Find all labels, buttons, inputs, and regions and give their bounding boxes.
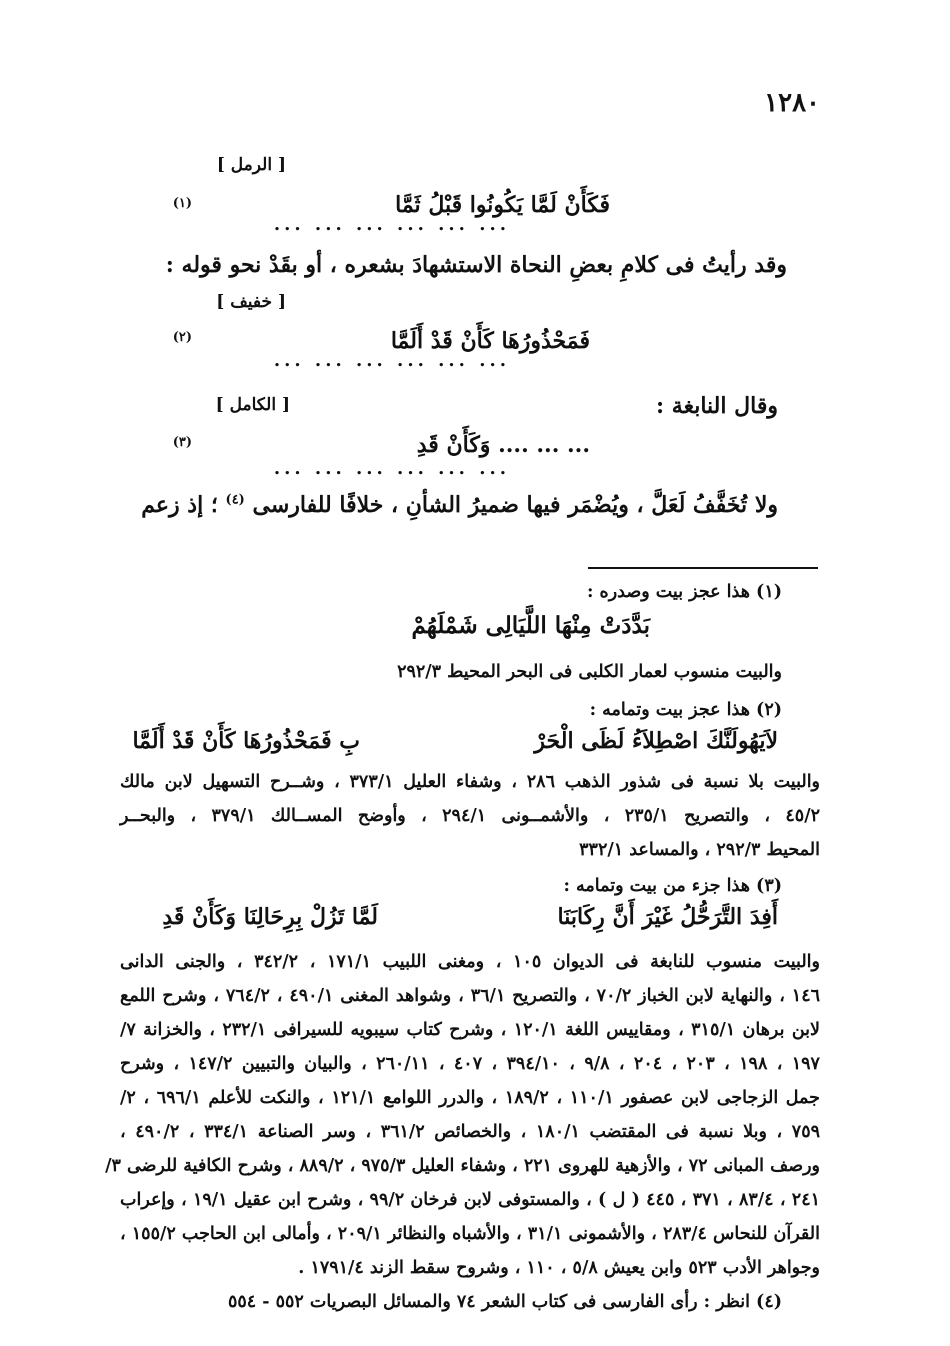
meter-label-khafif: [ خفيف ] [216, 292, 286, 312]
footnote-3-source-line: جمل الزجاجى لابن عصفور ١١٠/١ ، ١٨٩/٢ ، والدرر اللوامع ١٢١/١ ، والنكت للأعلم ٦٩٦/١ ، ٢/ [120, 1088, 820, 1108]
body-line-2: وقال النابغة : [656, 393, 778, 419]
body-line-3-end: ؛ إذ زعم [141, 492, 218, 518]
footnote-separator [588, 567, 818, 569]
footnote-ref-2: (٢) [172, 330, 192, 345]
body-line-3 [141, 492, 778, 518]
meter-label-kamil: [ الكامل ] [215, 395, 290, 415]
footnote-3-source-line: ورصف المبانى ٧٢ ، والأزهية للهروى ٢٢١ ، وشفاء العليل ٩٧٥/٣ ، ٨٨٩/٢ ، وشرح الكافية للرضى ٣/ [105, 1156, 820, 1176]
footnote-3-intro: (٣) هذا جزء من بيت وتمامه : [563, 876, 782, 896]
footnote-1-intro: (١) هذا عجز بيت وصدره : [586, 582, 782, 602]
footnote-3-source-line: ١٤٦ ، والنهاية لابن الخباز ٧٠/٢ ، والتصريح ٣٦/١ ، وشواهد المغنى ٤٩٠/١ ، ٧٦٤/٢ ، وشرح اللمع [120, 986, 820, 1006]
footnote-3-verse-second-half: لَمَّا تَزُلْ بِرِحَالِنَا وَكَأَنْ قَدِ [162, 904, 378, 930]
meter-label-ramal: [ الرمل ] [216, 155, 286, 175]
verse-line-3: ... ... .... وَكَأَنْ قَدِ [416, 432, 590, 458]
footnote-3-source-line: وجواهر الأدب ٥٢٣ وابن يعيش ٥/٨ ، ١١٠ ، وشروح سقط الزند ١٧٩١/٤ . [298, 1258, 820, 1278]
verse-1-text: فَكَأَنْ لَمَّا يَكُونُوا قَبْلُ ثَمَّا [395, 192, 610, 218]
verse-line-2: فَمَحْذُورُهَا كَأَنْ قَدْ أَلَمَّا [390, 328, 590, 354]
footnote-3-source-line: لابن برهان ٣١٥/١ ، ومقاييس اللغة ١٢٠/١ ، وشرح كتاب سيبويه للسيرافى ٢٣٢/١ ، والخزانة ٧/ [120, 1020, 821, 1040]
verse-3-ellipsis: ... ... ... ... ... ... [273, 458, 510, 479]
footnote-2-verse-first-half: لاَيَهُولَنَّكَ اصْطِلاَءُ لَظَى الْحَرْ [534, 728, 778, 754]
footnote-3-verse-first-half: أَفِدَ التَّرَحُّلُ غَيْرَ أَنَّ رِكَابَنَا [557, 904, 778, 930]
footnote-3-source-line: ٢٤١ ، ٨٣/٤ ، ٣٧١ ، ٤٤٥ ( ل ) ، والمستوفى لابن فرخان ٩٩/٢ ، وشرح ابن عقيل ١٩/١ ، وإعراب [120, 1190, 820, 1210]
verse-2-ellipsis: ... ... ... ... ... ... [273, 350, 510, 371]
footnote-4: (٤) انظر : رأى الفارسى فى كتاب الشعر ٧٤ والمسائل البصريات ٥٥٢ - ٥٥٤ [227, 1292, 782, 1312]
footnote-ref-1: (١) [172, 196, 192, 211]
footnote-2-source-line: ٤٥/٢ ، والتصريح ٢٣٥/١ ، والأشمــونى ٢٩٤/١ ، وأوضح المســالك ٣٧٩/١ ، والبحــر [120, 806, 820, 826]
footnote-ref-4: (٤) [225, 492, 245, 508]
footnote-2-source-line: والبيت بلا نسبة فى شذور الذهب ٢٨٦ ، وشفاء العليل ٣٧٣/١ ، وشــرح التسهيل لابن مالك [120, 772, 821, 792]
footnote-2-source-line: المحيط ٢٩٢/٣ ، والمساعد ٣٣٢/١ [579, 840, 820, 860]
page-number: ١٢٨٠ [764, 88, 820, 118]
footnote-ref-3: (٣) [172, 435, 192, 450]
footnote-1-verse: بَدَّدَتْ مِنْهَا اللَّيَالِى شَمْلَهُمْ [411, 612, 650, 639]
body-line-1: وقد رأيتُ فى كلامِ بعضِ النحاة الاستشهادَ بشعره ، أو بقَدْ نحو قوله : [165, 252, 787, 278]
footnote-3-source-line: القرآن للنحاس ٢٨٣/٤ ، والأشمونى ٣١/١ ، والأشباه والنظائر ٢٠٩/١ ، وأمالى ابن الحاجب ١٥٥/٢ ، [120, 1224, 820, 1244]
footnote-3-source-line: والبيت منسوب للنابغة فى الديوان ١٠٥ ، ومغنى اللبيب ١٧١/١ ، ٣٤٢/٢ ، والجنى الدانى [120, 952, 820, 972]
body-line-3-text: ولا تُخَفَّفُ لَعَلَّ ، ويُضْمَر فيها ضميرُ الشأنِ ، خلافًا للفارسى [252, 492, 778, 518]
footnote-3-source-line: ٧٥٩ ، وبلا نسبة فى المقتضب ١٨٠/١ ، والخصائص ٣٦١/٢ ، وسر الصناعة ٣٣٤/١ ، ٤٩٠/٢ ، [120, 1122, 820, 1142]
footnote-2-verse-second-half: بِ فَمَحْذُورُهَا كَأَنْ قَدْ أَلَمَّا [132, 728, 360, 754]
footnote-3-source-line: ١٩٧ ، ١٩٨ ، ٢٠٣ ، ٢٠٤ ، ٩/٨ ، ٣٩٤/١٠ ، ٤٠٧ ، ٢٦٠/١١ ، والبيان والتبيين ١٤٧/٢ ، وشرح [120, 1054, 820, 1074]
footnote-1-source: والبيت منسوب لعمار الكلبى فى البحر المحيط ٢٩٢/٣ [397, 662, 782, 682]
verse-1-ellipsis: ... ... ... ... ... ... [273, 214, 510, 235]
footnote-2-intro: (٢) هذا عجز بيت وتمامه : [589, 700, 782, 720]
